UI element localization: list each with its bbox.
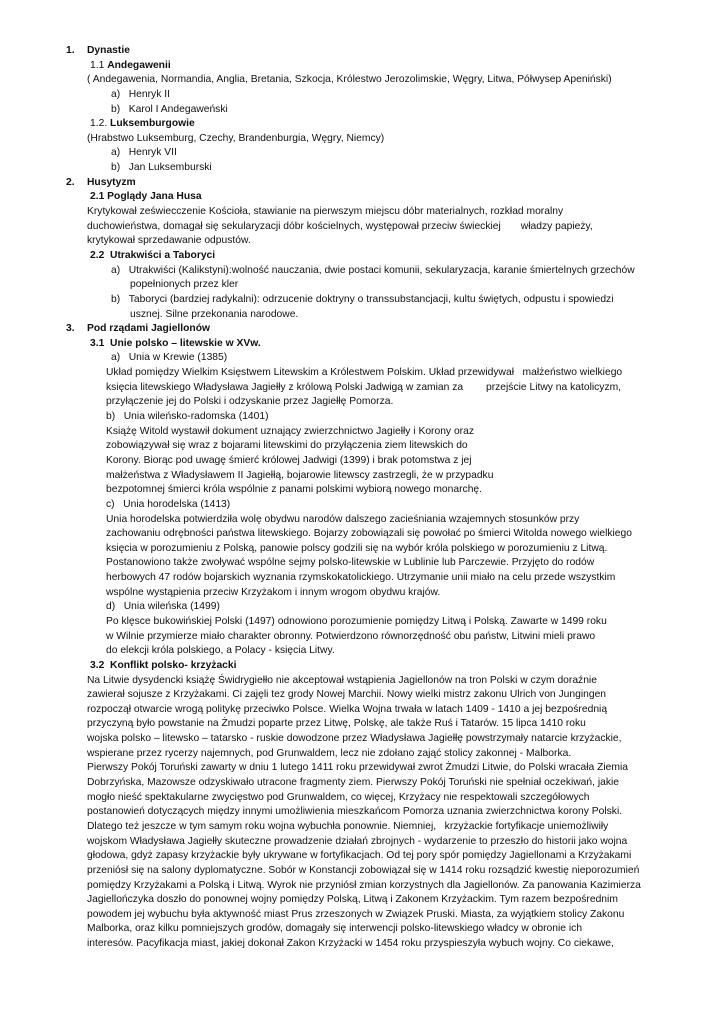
list-item-title: c) Unia horodelska (1413) (106, 498, 231, 510)
list-item: a) Henryk II (111, 88, 170, 100)
paragraph-line: Dobrzyńska, Mazowsze odzyskiwało utracone fragmenty ziem. Pierwszy Pokój Toruński nie spełniał oczekiwań, jakie (87, 777, 620, 789)
paragraph-line: Unia horodelska potwierdziła wolę obydwu narodów dalszego zacieśniania wzajemnych stosunków przy (106, 513, 580, 525)
paragraph-line: Malborka, oraz kilku pomniejszych grodów, domagały się interwencji polsko-litewskiego władcy w obronie ich (87, 923, 583, 935)
paragraph-line: Postanowiono także zwoływać wspólne sejmy polsko-litewskie w Lublinie lub Parczewie. Przyjęto do rodów (106, 557, 595, 569)
paragraph-line: duchowieństwa, domagał się sekularyzacji dóbr kościelnych, występował przeciw świeckiej władzy papieży, (87, 220, 593, 232)
paragraph-line: wojskom Władysława Jagiełły skuteczne prowadzenie działań zbrojnych - wydarzenie to przeszło do historii jako wojna (87, 835, 628, 847)
section-number: 3. (66, 323, 75, 335)
paragraph-line: Po klęsce bukowińskiej Polski (1497) odnowiono porozumienie pomiędzy Litwą i Polską. Zawarte w 1499 roku (106, 615, 607, 627)
paragraph-line: postanowień dotyczących między innymi umożliwienia mieszkańcom Pomorza uznania zwierzchnictwa korony Polski. (87, 806, 623, 818)
section-1-heading (0, 44, 719, 59)
list-item-continuation: popełnionych przez kler (130, 279, 239, 291)
paragraph-line: herbowych 47 rodów bojarskich wyznania rzymskokatolickiego. Utrzymanie unii miało na celu przede wszystkim (106, 572, 616, 584)
subsection-2-2-heading: 2.2 Utrakwiści a Taboryci (90, 249, 216, 261)
subsection-title: Andegawenii (107, 59, 171, 71)
section-title: Husytyzm (87, 176, 136, 188)
paragraph-line: zobowiązywał się wraz z bojarami litewskimi do przyłączenia ziem litewskich do (106, 440, 468, 452)
list-item-title: b) Unia wileńsko-radomska (1401) (106, 411, 269, 423)
paragraph-line: mogło nieść spektakularne zwycięstwo pod Grunwaldem, co więcej, Krzyżacy nie respektowali szczegółowych (87, 791, 590, 803)
paragraph-line: wojska polsko – litewsko – tatarsko - ruskie dowodzone przez Władysława Jagiełłę powstrzymały natarcie krzyżackie, (87, 733, 622, 745)
list-item-continuation: usznej. Silne przekonania narodowe. (130, 308, 299, 320)
list-item: a) Henryk VII (111, 147, 177, 159)
subsection-2-1-heading: 2.1 Poglądy Jana Husa (90, 191, 202, 203)
paragraph-line: krytykował sprzedawanie odpustów. (87, 235, 251, 247)
paragraph-line: głodowa, gdyż zapasy krzyżackie były ukrywane w fortyfikacjach. Od tej pory spór pomiędzy Jagiellonami a Krzyżakami (87, 850, 632, 862)
subsection-title: Luksemburgowie (110, 118, 195, 130)
subsection-3-1-heading: 3.1 Unie polsko – litewskie w XVw. (90, 337, 261, 349)
paragraph-line: księcia litewskiego Władysława Jagiełły z królową Polski Jadwigą w zamian za przejście Litwy na katolicyzm, (106, 381, 622, 393)
paragraph-line: bezpotomnej śmierci króla wspólnie z panami polskimi wybiorą nowego monarchę. (106, 484, 483, 496)
paragraph-line: Krytykował zeświecczenie Kościoła, stawianie na pierwszym miejscu dóbr materialnych, rozkład moralny (87, 206, 564, 218)
paragraph-line: Korony. Biorąc pod uwagę śmierć królowej Jadwigi (1399) i brak potomstwa z jej (106, 454, 472, 466)
paragraph-line: Układ pomiędzy Wielkim Księstwem Litewskim a Królestwem Polskim. Układ przewidywał małżeństwo wielkiego (106, 367, 623, 379)
section-number: 2. (66, 176, 75, 188)
subsection-3-2-heading: 3.2 Konflikt polsko- krzyżacki (90, 659, 237, 671)
paragraph-line: Na Litwie dysydencki książę Świdrygiełło nie akceptował wstąpienia Jagiellonów na tron Polski w czym doraźnie (87, 674, 597, 686)
paragraph-line: przyczyną było powstanie na Żmudzi poparte przez Litwę, Polskę, ale także Ruś i Tatarów. 15 lipca 1410 roku (87, 718, 586, 730)
paragraph-line: Książę Witold wystawił dokument uznający zwierzchnictwo Jagiełły i Korony oraz (106, 425, 474, 437)
section-number: 1. (66, 45, 75, 56)
paragraph-line: wspólne wystąpienia przeciw Krzyżakom i innym wrogom obydwu krajów. (106, 586, 441, 598)
section-3-heading (0, 322, 719, 337)
paragraph-line: Dlatego też jeszcze w tym samym roku wojna wybuchła ponownie. Niemniej, krzyżackie fortyfikacje uniemożliwiły (87, 820, 609, 832)
paragraph-line: wspierane przez rycerzy najemnych, pod Grunwaldem, lecz nie zdołano zająć stolicy zakonnej - Malborka. (87, 747, 572, 759)
paragraph-line: Jagiellończyka doszło do ponownej wojny pomiędzy Polską, Litwą i Zakonem Krzyżackim. Tym razem bezpośrednim (87, 894, 618, 906)
subsection-number: 1.2. (90, 118, 111, 130)
subsection-1-2-heading (0, 117, 719, 132)
paragraph-line: interesów. Pacyfikacja miast, jakiej dokonał Zakon Krzyżacki w 1454 roku przyspieszyła wybuch wojny. Co ciekawe, (87, 938, 614, 950)
paragraph-line: małżeństwa z Władysławem II Jagiełłą, bojarowie litewscy zastrzegli, że w przypadku (106, 469, 494, 481)
paragraph-line: w Wilnie przymierze miało charakter obronny. Potwierdzono równorzędność obu państw, Litwini mieli prawo (106, 630, 596, 642)
document-page (0, 44, 719, 952)
paragraph-line: przeniósł się na salony dyplomatyczne. Sobór w Konstancji zobowiązał się w 1414 roku rozsądzić kwestię nieporozumień (87, 864, 640, 876)
list-item-title: a) Unia w Krewie (1385) (111, 352, 228, 364)
subsection-1-1-heading (0, 59, 719, 74)
list-item-title: d) Unia wileńska (1499) (106, 601, 220, 613)
list-item: b) Taboryci (bardziej radykalni): odrzucenie doktryny o transsubstancjacji, kultu świętych, odpustu i spowiedzi (111, 293, 614, 305)
paragraph-line: księcia w porozumieniu z Polską, panowie polscy godzili się na wybór króla polskiego w porozumieniu z Litwą. (106, 542, 608, 554)
paragraph-line: pomiędzy Krzyżakami a Polską i Litwą. Wyrok nie przyniósł zmian korzystnych dla Jagiellonów. Za panowania Kazimierza (87, 879, 641, 891)
paragraph-line: do elekcji króla polskiego, a Polacy - księcia Litwy. (106, 645, 335, 657)
paragraph-line: (Hrabstwo Luksemburg, Czechy, Brandenburgia, Węgry, Niemcy) (87, 132, 385, 144)
paragraph-line: przyłączenie jej do Polski i odzyskanie przez Jagiełłę Pomorza. (106, 396, 394, 408)
paragraph-line: powodem jej wybuchu była aktywność miast Prus zrzeszonych w Związek Pruski. Miasta, za wyjątkiem stolicy Zakonu (87, 908, 625, 920)
paragraph-line: zawierał sojusze z Krzyżakami. Ci zajęli tez grody Nowej Marchii. Nowy wielki mistrz zakonu Ulrich von Jungingen (87, 689, 607, 701)
paragraph-line: rozpoczął otwarcie wrogą politykę przeciwko Polsce. Wielka Wojna trwała w latach 1409 - 1410 a jej bezpośrednią (87, 703, 608, 715)
paragraph-line: ( Andegawenia, Normandia, Anglia, Bretania, Szkocja, Królestwo Jerozolimskie, Węgry, Litwa, Półwysep Apeniński) (87, 74, 612, 86)
list-item: b) Karol I Andegaweński (111, 103, 228, 115)
list-item: b) Jan Luksemburski (111, 162, 212, 174)
paragraph-line: Pierwszy Pokój Toruński zawarty w dniu 1 lutego 1411 roku przewidywał zwrot Żmudzi Litwie, do Polski wracała Ziemia (87, 762, 628, 774)
section-title: Pod rządami Jagiellonów (87, 323, 211, 335)
list-item: a) Utrakwiści (Kalikstyni):wolność nauczania, dwie postaci komunii, sekularyzacja, karanie śmiertelnych grzechów (111, 264, 635, 276)
section-title: Dynastie (87, 45, 130, 56)
subsection-number: 1.1 (90, 59, 108, 71)
section-2-heading (0, 176, 719, 191)
paragraph-line: zachowaniu odrębności państwa litewskiego. Bojarzy zobowiązali się powołać po śmierci Witolda nowego wielkiego (106, 528, 632, 540)
